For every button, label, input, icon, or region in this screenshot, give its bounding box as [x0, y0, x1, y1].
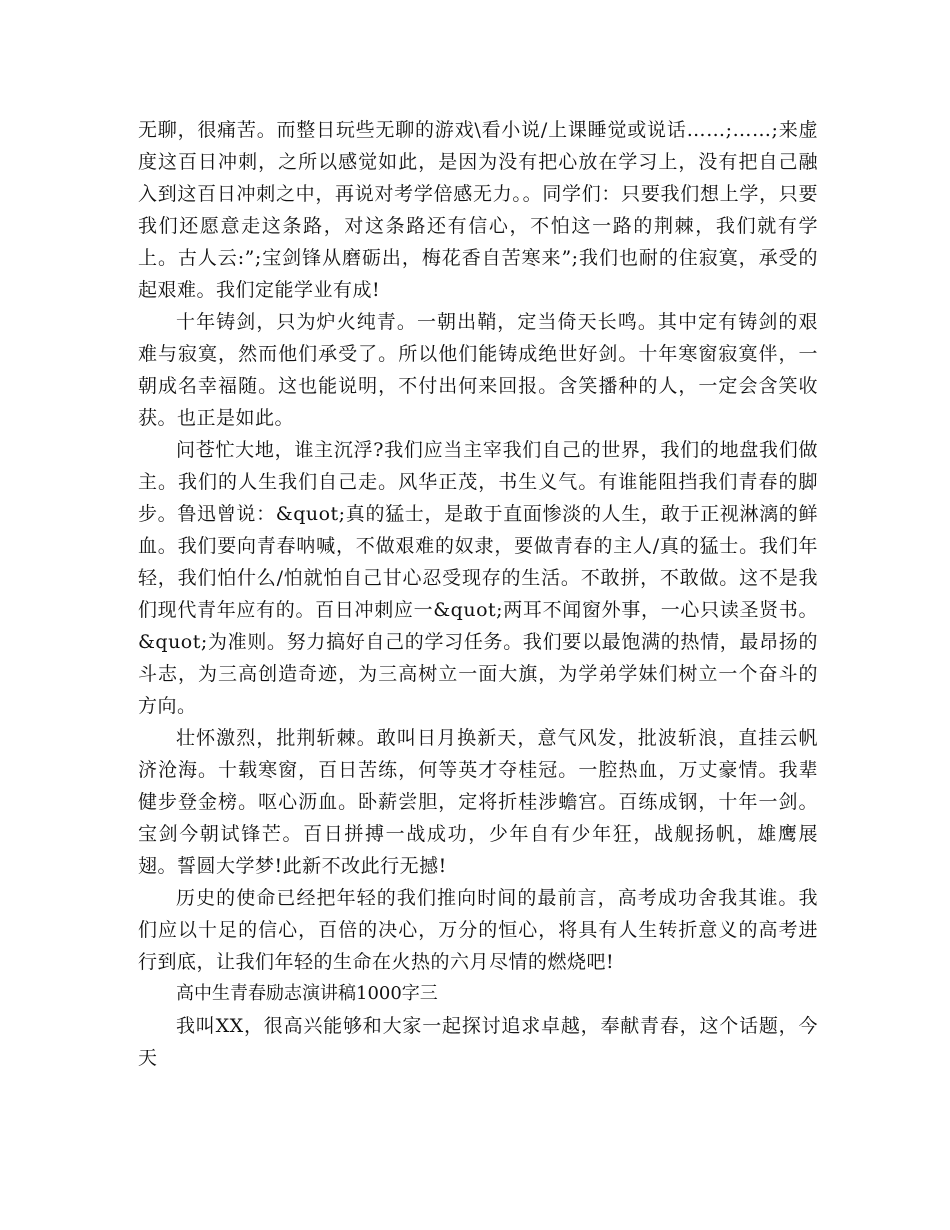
document-page — [138, 114, 818, 1074]
paragraph-5: 历史的使命已经把年轻的我们推向时间的最前言，高考成功舍我其谁。我们应以十足的信心，百倍的决心，万分的恒心，将具有人生转折意义的高考进行到底，让我们年轻的生命在火热的六月尽情的燃烧吧! — [138, 887, 818, 973]
paragraph-2: 十年铸剑，只为炉火纯青。一朝出鞘，定当倚天长鸣。其中定有铸剑的艰难与寂寞，然而他们承受了。所以他们能铸成绝世好剑。十年寒窗寂寞伴，一朝成名幸福随。这也能说明，不付出何来回报。含笑播种的人，一定会含笑收获。也正是如此。 — [138, 311, 818, 429]
paragraph-1: 无聊，很痛苦。而整日玩些无聊的游戏\看小说/上课睡觉或说话……;……;来虚度这百日冲刺，之所以感觉如此，是因为没有把心放在学习上，没有把自己融入到这百日冲刺之中，再说对考学倍感无力。。同学们：只要我们想上学，只要我们还愿意走这条路，对这条路还有信心，不怕这一路的荆棘，我们就有学上。古人云:”;宝剑锋从磨砺出，梅花香自苦寒来”;我们也耐的住寂寞，承受的起艰难。我们定能学业有成! — [138, 119, 818, 301]
section-heading: 高中生青春励志演讲稿1000字三 — [176, 983, 438, 1004]
paragraph-3: 问苍忙大地，谁主沉浮?我们应当主宰我们自己的世界，我们的地盘我们做主。我们的人生我们自己走。风华正茂，书生义气。有谁能阻挡我们青春的脚步。鲁迅曾说：&quot;真的猛士，是敢于直面惨淡的人生，敢于正视淋漓的鲜血。我们要向青春呐喊，不做艰难的奴隶，要做青春的主人/真的猛士。我们年轻，我们怕什么/怕就怕自己甘心忍受现存的生活。不敢拼，不敢做。这不是我们现代青年应有的。百日冲刺应一&quot;两耳不闻窗外事，一心只读圣贤书。&quot;为准则。努力搞好自己的学习任务。我们要以最饱满的热情，最昂扬的斗志，为三高创造奇迹，为三高树立一面大旗，为学弟学妹们树立一个奋斗的方向。 — [138, 439, 818, 717]
paragraph-4: 壮怀激烈，批荆斩棘。敢叫日月换新天，意气风发，批波斩浪，直挂云帆济沧海。十载寒窗，百日苦练，何等英才夺桂冠。一腔热血，万丈豪情。我辈健步登金榜。呕心沥血。卧薪尝胆，定将折桂涉蟾宫。百练成钢，十年一剑。宝剑今朝试锋芒。百日拼搏一战成功，少年自有少年狂，战舰扬帆，雄鹰展翅。誓圆大学梦!此新不改此行无撼! — [138, 727, 818, 877]
paragraph-6: 我叫XX，很高兴能够和大家一起探讨追求卓越，奉献青春，这个话题，今天 — [138, 1015, 818, 1069]
